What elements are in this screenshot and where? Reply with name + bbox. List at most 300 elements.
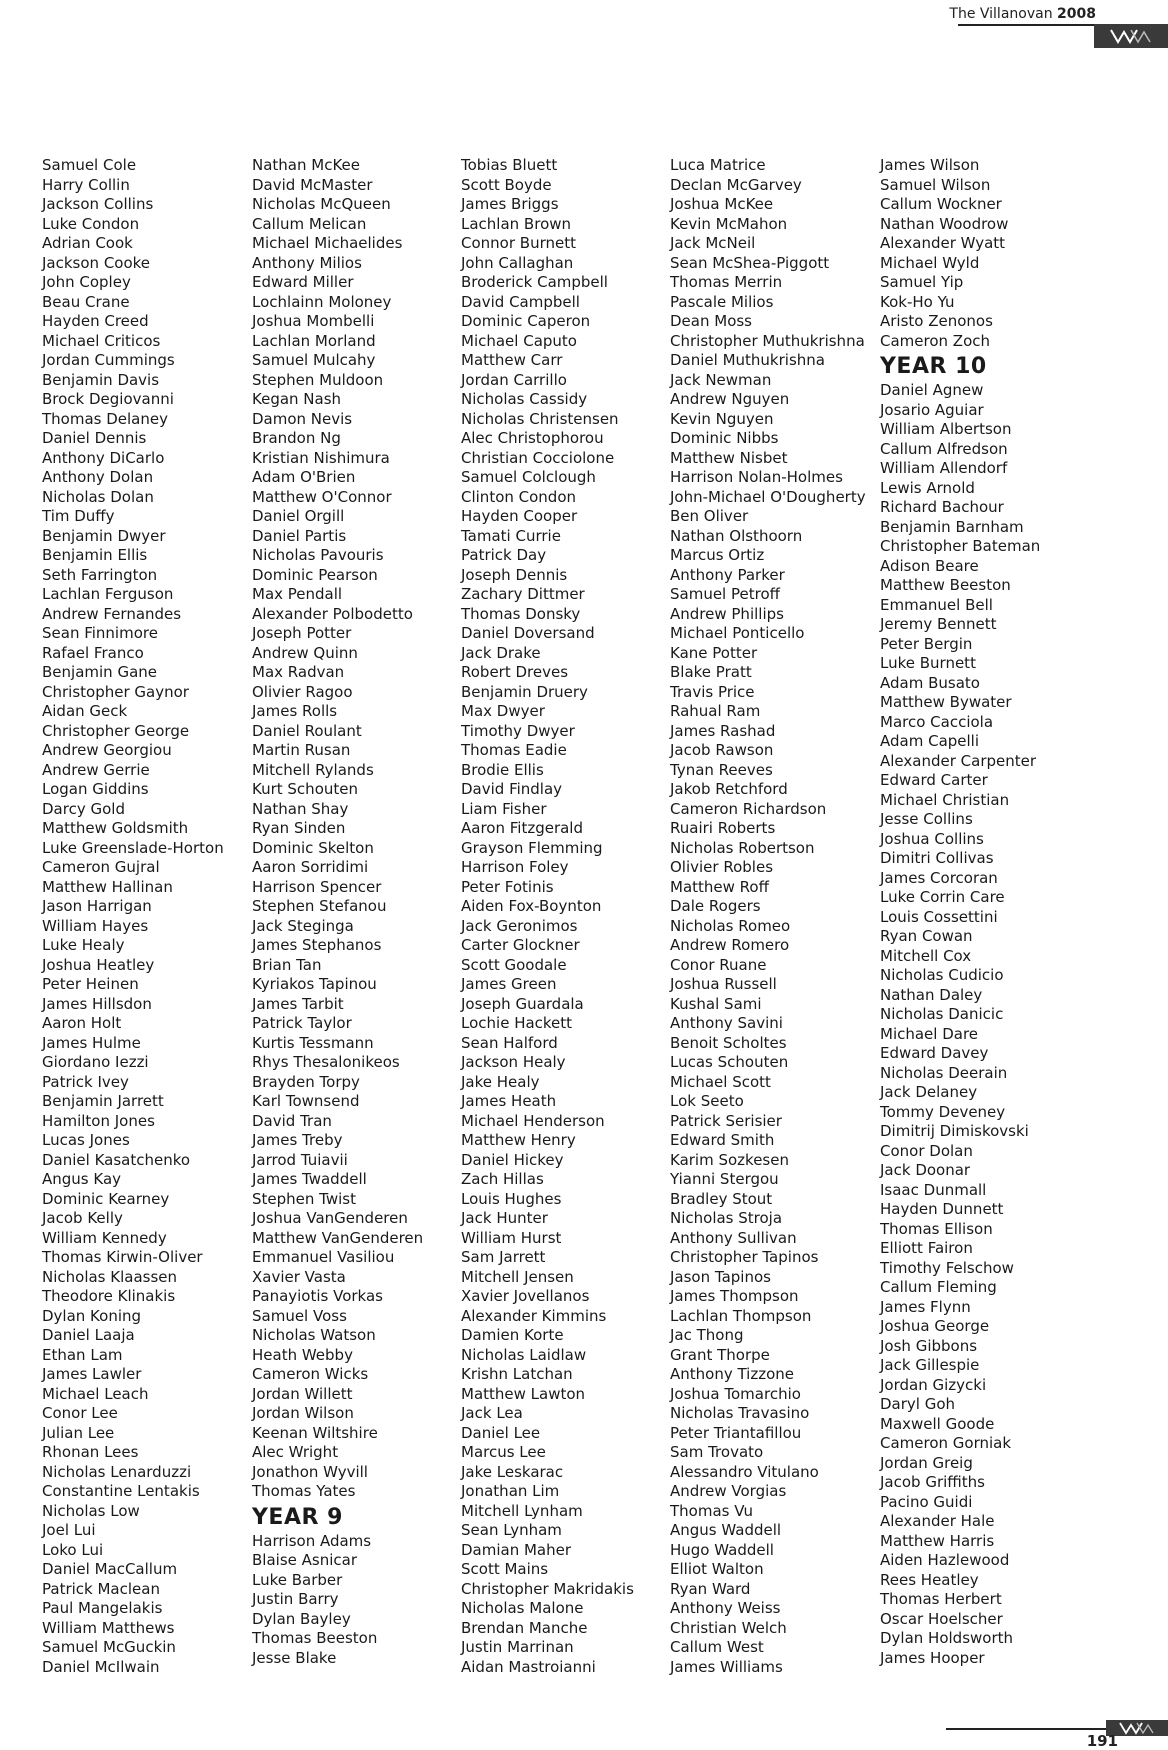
- student-name: Joshua George: [880, 1317, 990, 1335]
- student-name: Jac Thong: [670, 1326, 744, 1344]
- student-name: Andrew Georgiou: [42, 741, 172, 759]
- student-name: Krishn Latchan: [461, 1365, 573, 1383]
- student-name: Conor Dolan: [880, 1141, 973, 1160]
- student-name: Lucas Schouten: [670, 1053, 789, 1071]
- student-name: Stephen Stefanou: [252, 897, 387, 915]
- student-name: Dimitrij Dimiskovski: [880, 1122, 1029, 1140]
- student-name: Daniel MacCallum: [42, 1560, 178, 1578]
- student-name: Samuel Colclough: [461, 468, 596, 486]
- student-name: Elliott Fairon: [880, 1239, 973, 1257]
- student-name: Jack Gillespie: [880, 1356, 980, 1374]
- student-name: Xavier Vasta: [252, 1267, 346, 1286]
- student-name: James Green: [461, 975, 557, 993]
- student-name: Stephen Muldoon: [252, 370, 384, 389]
- student-name: Kushal Sami: [670, 994, 762, 1013]
- student-name: David Campbell: [461, 292, 580, 311]
- school-logo: [1094, 24, 1168, 48]
- student-name: Josh Gibbons: [880, 1336, 978, 1355]
- student-name: Patrick Day: [461, 546, 547, 564]
- student-name: Mitchell Lynham: [461, 1501, 583, 1520]
- student-name: Christopher Gaynor: [42, 682, 189, 701]
- page-footer: [946, 1712, 1168, 1750]
- student-name: Matthew Carr: [461, 351, 563, 369]
- student-name: Scott Goodale: [461, 955, 567, 974]
- student-name: Jake Healy: [461, 1072, 540, 1091]
- student-name: Alexander Kimmins: [461, 1306, 607, 1325]
- student-name: Jonathan Lim: [461, 1482, 560, 1500]
- student-name: Harrison Foley: [461, 858, 569, 876]
- student-name: Dale Rogers: [670, 897, 761, 915]
- student-name: Michael Criticos: [42, 331, 161, 350]
- student-name: Nicholas Travasino: [670, 1404, 810, 1422]
- student-name: Dominic Caperon: [461, 312, 591, 330]
- student-name: Cameron Gujral: [42, 858, 160, 876]
- student-name: Aidan Mastroianni: [461, 1657, 596, 1676]
- student-name: James Hillsdon: [42, 994, 152, 1013]
- student-name: Nathan Olsthoorn: [670, 526, 803, 545]
- student-name: Kyriakos Tapinou: [252, 975, 377, 993]
- student-name: Kane Potter: [670, 643, 758, 662]
- student-name: Edward Davey: [880, 1044, 989, 1062]
- student-name: Joel Lui: [42, 1521, 96, 1539]
- student-name: Benjamin Dwyer: [42, 526, 166, 545]
- student-name: Thomas Merrin: [670, 273, 783, 291]
- student-name: James Heath: [461, 1092, 557, 1110]
- student-name: Hayden Creed: [42, 312, 149, 330]
- student-name: Dominic Nibbs: [670, 429, 779, 447]
- student-name: Broderick Campbell: [461, 273, 608, 291]
- student-name: Daniel Dennis: [42, 429, 147, 447]
- student-name: Callum Fleming: [880, 1278, 997, 1296]
- student-name: Lewis Arnold: [880, 478, 975, 497]
- student-name: Grant Thorpe: [670, 1345, 770, 1364]
- student-name: Rhonan Lees: [42, 1443, 139, 1461]
- student-name: Daniel Hickey: [461, 1150, 564, 1169]
- student-name: Hayden Cooper: [461, 507, 578, 525]
- student-name: Tynan Reeves: [670, 760, 773, 779]
- student-name: Lochlainn Moloney: [252, 292, 392, 311]
- student-name: Nicholas Klaassen: [42, 1267, 178, 1286]
- student-name: Isaac Dunmall: [880, 1180, 987, 1199]
- student-name: Ryan Ward: [670, 1579, 751, 1598]
- student-name: Thomas Vu: [670, 1501, 753, 1520]
- student-name: Brendan Manche: [461, 1618, 588, 1637]
- student-name: Ruairi Roberts: [670, 819, 776, 837]
- student-name: James Williams: [670, 1657, 783, 1676]
- student-name: Luke Greenslade-Horton: [42, 838, 224, 857]
- student-name: Peter Triantafillou: [670, 1423, 802, 1442]
- student-name: Nicholas Low: [42, 1501, 140, 1520]
- student-name: Christopher George: [42, 721, 190, 740]
- student-name: Nicholas Stroja: [670, 1209, 783, 1227]
- student-name: Thomas Donsky: [461, 604, 581, 623]
- student-name: Travis Price: [670, 682, 755, 701]
- student-name: Alec Christophorou: [461, 429, 604, 447]
- student-name: Clinton Condon: [461, 487, 577, 506]
- student-name: Olivier Ragoo: [252, 682, 353, 701]
- student-name: Anthony Parker: [670, 565, 785, 584]
- student-name: James Briggs: [461, 195, 559, 213]
- student-name: Daniel McIlwain: [42, 1657, 160, 1676]
- student-name: Anthony Savini: [670, 1014, 783, 1032]
- student-name: David Findlay: [461, 780, 563, 798]
- student-name: David Tran: [252, 1111, 332, 1130]
- student-name: James Flynn: [880, 1297, 971, 1316]
- student-name: Aaron Fitzgerald: [461, 819, 583, 837]
- student-name: Max Radvan: [252, 663, 345, 681]
- student-name: Pascale Milios: [670, 292, 774, 311]
- student-name: Ryan Cowan: [880, 927, 973, 945]
- student-name: Kevin McMahon: [670, 214, 788, 233]
- student-name: Anthony Dolan: [42, 468, 154, 486]
- student-name: Mitchell Cox: [880, 946, 972, 965]
- student-name: Connor Burnett: [461, 234, 576, 252]
- student-name: Rees Heatley: [880, 1570, 979, 1589]
- student-name: Brian Tan: [252, 955, 322, 974]
- student-name: Callum Alfredson: [880, 439, 1008, 458]
- student-name: Matthew Goldsmith: [42, 819, 189, 837]
- student-name: Darcy Gold: [42, 799, 125, 818]
- student-name: Jacob Griffiths: [880, 1473, 985, 1491]
- student-name: Nathan Shay: [252, 799, 349, 818]
- student-name: Damien Korte: [461, 1326, 564, 1344]
- student-name: Joseph Dennis: [461, 565, 568, 584]
- student-name: Dylan Koning: [42, 1306, 142, 1325]
- student-name: Daniel Orgill: [252, 507, 345, 525]
- student-name: Joshua Tomarchio: [670, 1384, 801, 1403]
- student-name: Matthew Hallinan: [42, 877, 173, 896]
- student-name: Aaron Sorridimi: [252, 858, 369, 876]
- student-name: Patrick Taylor: [252, 1014, 352, 1032]
- student-name: Xavier Jovellanos: [461, 1287, 590, 1305]
- student-name: Cameron Zoch: [880, 331, 991, 350]
- student-name: Christian Welch: [670, 1618, 787, 1637]
- student-name: Nicholas Laidlaw: [461, 1345, 587, 1364]
- student-name: Theodore Klinakis: [42, 1287, 176, 1305]
- student-name: Matthew Nisbet: [670, 448, 788, 467]
- student-name: Edward Smith: [670, 1131, 775, 1149]
- student-name: Giordano Iezzi: [42, 1053, 149, 1071]
- student-name: Michael Scott: [670, 1072, 771, 1091]
- student-name: Luke Corrin Care: [880, 888, 1005, 906]
- student-name: Jake Leskarac: [461, 1462, 564, 1481]
- student-name: Joshua Russell: [670, 975, 777, 993]
- student-name: Joshua VanGenderen: [252, 1209, 408, 1227]
- student-name: Michael Christian: [880, 790, 1010, 809]
- student-name: Carter Glockner: [461, 936, 580, 954]
- student-name: Alessandro Vitulano: [670, 1462, 819, 1481]
- student-name: Peter Fotinis: [461, 877, 554, 896]
- student-name: Patrick Serisier: [670, 1111, 782, 1130]
- student-name: Sean Finnimore: [42, 624, 158, 642]
- student-name: Stephen Twist: [252, 1189, 356, 1208]
- student-name: Matthew O'Connor: [252, 487, 392, 506]
- student-name: Damon Nevis: [252, 409, 353, 428]
- student-name: Brayden Torpy: [252, 1072, 360, 1091]
- student-name: Oscar Hoelscher: [880, 1609, 1003, 1628]
- student-name: Sean McShea-Piggott: [670, 253, 830, 272]
- student-name: Max Pendall: [252, 585, 343, 603]
- student-name: Zachary Dittmer: [461, 585, 585, 603]
- student-name: William Hayes: [42, 916, 149, 935]
- student-name: Samuel Petroff: [670, 585, 780, 603]
- student-name: Jack Hunter: [461, 1209, 548, 1227]
- student-name: Nicholas Pavouris: [252, 546, 384, 564]
- student-name: Alexander Polbodetto: [252, 604, 413, 623]
- student-name: Heath Webby: [252, 1345, 353, 1364]
- student-name: Cameron Wicks: [252, 1365, 369, 1383]
- year-heading: YEAR 10: [880, 354, 987, 379]
- student-name: Kok-Ho Yu: [880, 292, 955, 311]
- publication-year: 2008: [1057, 6, 1096, 22]
- student-name: Jacob Rawson: [670, 741, 774, 759]
- student-name: Thomas Ellison: [880, 1219, 993, 1238]
- student-name: Martin Rusan: [252, 741, 351, 759]
- student-name: Aristo Zenonos: [880, 312, 993, 330]
- student-name: Jason Harrigan: [42, 897, 152, 915]
- student-name: Benjamin Gane: [42, 663, 157, 681]
- student-name: Declan McGarvey: [670, 175, 802, 194]
- student-name: Jack Lea: [461, 1404, 523, 1422]
- student-name: Justin Barry: [252, 1590, 339, 1608]
- student-name: Nathan Daley: [880, 985, 983, 1004]
- student-name: Jackson Collins: [42, 195, 154, 213]
- student-name: Marcus Ortiz: [670, 546, 765, 564]
- student-name: Zach Hillas: [461, 1170, 544, 1188]
- year-heading: YEAR 9: [252, 1504, 343, 1530]
- name-column-1: [42, 156, 250, 1677]
- student-name: Scott Mains: [461, 1560, 549, 1578]
- student-name: Jakob Retchford: [670, 780, 788, 798]
- student-name: Dimitri Collivas: [880, 849, 994, 867]
- student-name: Daniel Roulant: [252, 721, 362, 740]
- student-name: Jackson Cooke: [42, 253, 151, 272]
- name-column-4: [670, 156, 878, 1677]
- student-name: Rafael Franco: [42, 643, 144, 662]
- student-name: Lochie Hackett: [461, 1014, 573, 1032]
- student-name: John Copley: [42, 273, 131, 291]
- student-name: Angus Kay: [42, 1170, 122, 1188]
- student-name: Blaise Asnicar: [252, 1551, 357, 1569]
- student-name: Dominic Skelton: [252, 838, 374, 857]
- student-name: Jason Tapinos: [670, 1267, 771, 1286]
- student-name: Nicholas Danicic: [880, 1005, 1004, 1023]
- student-name: Matthew Roff: [670, 877, 769, 896]
- student-name: Andrew Nguyen: [670, 390, 790, 408]
- student-name: Olivier Robles: [670, 858, 774, 876]
- student-name: Thomas Beeston: [252, 1629, 378, 1647]
- student-name: Liam Fisher: [461, 799, 547, 818]
- student-name: Loko Lui: [42, 1540, 104, 1559]
- student-name: Anthony DiCarlo: [42, 448, 165, 467]
- student-name: Harrison Nolan-Holmes: [670, 468, 843, 486]
- student-name: Jack McNeil: [670, 234, 756, 252]
- student-name: Lachlan Ferguson: [42, 585, 174, 603]
- student-name: Sam Trovato: [670, 1443, 764, 1461]
- student-name: Joshua Collins: [880, 829, 984, 848]
- student-name: Timothy Felschow: [880, 1258, 1014, 1277]
- student-name: Mitchell Jensen: [461, 1267, 574, 1286]
- student-name: James Hooper: [880, 1648, 985, 1667]
- student-name: Nicholas Lenarduzzi: [42, 1462, 192, 1481]
- student-name: Michael Henderson: [461, 1111, 605, 1130]
- student-name: Grayson Flemming: [461, 838, 603, 857]
- student-name: William Hurst: [461, 1228, 562, 1247]
- student-name: Adam Busato: [880, 673, 980, 692]
- student-name: Aiden Fox-Boynton: [461, 897, 602, 915]
- student-name: James Twaddell: [252, 1170, 367, 1188]
- student-name: Nicholas Christensen: [461, 409, 619, 428]
- student-name: Panayiotis Vorkas: [252, 1287, 383, 1305]
- student-name: Marco Cacciola: [880, 712, 994, 731]
- student-name: Samuel Cole: [42, 156, 137, 174]
- student-name: Joshua Heatley: [42, 955, 155, 974]
- student-name: Cameron Gorniak: [880, 1434, 1012, 1452]
- student-name: Karim Sozkesen: [670, 1150, 789, 1169]
- student-name: Patrick Ivey: [42, 1072, 129, 1091]
- student-name: Jordan Gizycki: [880, 1375, 987, 1394]
- student-name: Josario Aguiar: [880, 400, 984, 419]
- student-name: Jack Delaney: [880, 1083, 978, 1101]
- student-name: Samuel Yip: [880, 273, 964, 291]
- student-name: Lachlan Thompson: [670, 1306, 812, 1325]
- student-name: Kevin Nguyen: [670, 409, 774, 428]
- student-name: Adison Beare: [880, 556, 979, 575]
- student-name: Lok Seeto: [670, 1092, 744, 1110]
- student-name: Alexander Hale: [880, 1512, 995, 1530]
- student-name: Hamilton Jones: [42, 1111, 155, 1130]
- student-name: Nicholas Cassidy: [461, 390, 588, 408]
- student-name: Dean Moss: [670, 312, 752, 330]
- student-name: Anthony Sullivan: [670, 1228, 797, 1247]
- student-name: Kurtis Tessmann: [252, 1033, 374, 1052]
- student-name: Sean Halford: [461, 1033, 558, 1052]
- student-name: Benjamin Druery: [461, 682, 588, 701]
- student-name: William Albertson: [880, 420, 1012, 438]
- student-name: Joseph Guardala: [461, 994, 584, 1013]
- student-name: Emmanuel Vasiliou: [252, 1248, 395, 1266]
- student-name: James Lawler: [42, 1365, 142, 1383]
- student-name: Daniel Partis: [252, 526, 347, 545]
- vw-logo-icon: [1118, 1721, 1156, 1735]
- student-name: Anthony Tizzone: [670, 1365, 795, 1383]
- student-name: Hayden Dunnett: [880, 1200, 1004, 1218]
- student-name: Andrew Gerrie: [42, 760, 150, 779]
- student-name: Tim Duffy: [42, 507, 115, 525]
- student-name: Christopher Tapinos: [670, 1248, 819, 1266]
- student-name: Callum Melican: [252, 214, 367, 233]
- student-name: Nicholas Cudicio: [880, 966, 1004, 984]
- student-name: Lachlan Brown: [461, 214, 572, 233]
- student-name: Harrison Spencer: [252, 877, 382, 896]
- student-name: Harry Collin: [42, 175, 130, 194]
- vw-logo-icon: [1109, 27, 1153, 45]
- student-name: Joseph Potter: [252, 624, 352, 642]
- student-name: Anthony Milios: [252, 253, 362, 272]
- student-name: Benjamin Davis: [42, 370, 160, 389]
- student-name: Nathan McKee: [252, 156, 361, 174]
- student-name: Michael Leach: [42, 1384, 149, 1403]
- student-name: James Corcoran: [880, 868, 998, 887]
- student-name: Ryan Sinden: [252, 819, 346, 837]
- student-name: James Rashad: [670, 721, 776, 740]
- student-name: Brodie Ellis: [461, 760, 544, 779]
- student-name: Louis Hughes: [461, 1189, 562, 1208]
- student-name: Edward Miller: [252, 273, 354, 291]
- student-name: Dylan Holdsworth: [880, 1629, 1014, 1647]
- student-name: Alexander Wyatt: [880, 234, 1006, 252]
- student-name: James Rolls: [252, 702, 338, 720]
- student-name: Jordan Cummings: [42, 351, 175, 369]
- name-column-3: [461, 156, 669, 1677]
- student-name: Peter Bergin: [880, 634, 973, 653]
- student-name: Michael Caputo: [461, 331, 577, 350]
- name-column-5: [880, 156, 1088, 1668]
- student-name: Thomas Eadie: [461, 741, 567, 759]
- student-name: Andrew Vorgias: [670, 1482, 787, 1500]
- student-name: Conor Ruane: [670, 955, 767, 974]
- student-name: Lucas Jones: [42, 1131, 130, 1149]
- student-name: Peter Heinen: [42, 975, 139, 993]
- student-name: Jesse Collins: [880, 810, 973, 828]
- student-name: Blake Pratt: [670, 663, 752, 681]
- student-name: Pacino Guidi: [880, 1492, 973, 1511]
- student-name: John-Michael O'Dougherty: [670, 487, 866, 506]
- student-name: Daniel Muthukrishna: [670, 351, 825, 369]
- student-name: Constantine Lentakis: [42, 1482, 200, 1500]
- student-name: Brandon Ng: [252, 429, 341, 447]
- student-name: Kurt Schouten: [252, 780, 358, 798]
- student-name: Sam Jarrett: [461, 1248, 546, 1266]
- name-column-2: [252, 156, 460, 1668]
- student-name: Lachlan Morland: [252, 331, 376, 350]
- student-name: Beau Crane: [42, 292, 130, 311]
- student-name: Matthew Henry: [461, 1131, 576, 1149]
- student-name: Jackson Healy: [461, 1053, 566, 1071]
- student-name: Matthew Bywater: [880, 693, 1012, 711]
- student-name: Dylan Bayley: [252, 1609, 351, 1628]
- student-name: Andrew Romero: [670, 936, 790, 954]
- student-name: Jarrod Tuiavii: [252, 1150, 348, 1169]
- student-name: Bradley Stout: [670, 1189, 773, 1208]
- student-name: Mitchell Rylands: [252, 760, 374, 779]
- student-name: Nicholas Robertson: [670, 838, 815, 857]
- student-name: Rhys Thesalonikeos: [252, 1053, 400, 1071]
- student-name: James Wilson: [880, 156, 980, 174]
- student-name: Daniel Laaja: [42, 1326, 135, 1344]
- student-name: Thomas Kirwin-Oliver: [42, 1248, 203, 1266]
- student-name: Cameron Richardson: [670, 799, 827, 818]
- student-name: Nicholas Malone: [461, 1599, 584, 1617]
- student-name: Ben Oliver: [670, 507, 749, 525]
- student-name: Logan Giddins: [42, 780, 149, 798]
- student-name: Tommy Deveney: [880, 1102, 1006, 1121]
- student-name: Benjamin Ellis: [42, 546, 148, 564]
- student-name: Jonathon Wyvill: [252, 1462, 368, 1481]
- student-name: Kristian Nishimura: [252, 448, 390, 467]
- student-name: Thomas Yates: [252, 1482, 356, 1500]
- student-name: James Hulme: [42, 1033, 141, 1052]
- student-name: Nicholas McQueen: [252, 195, 391, 213]
- student-name: Nicholas Dolan: [42, 487, 154, 506]
- student-name: Daniel Lee: [461, 1423, 541, 1442]
- student-name: Elliot Walton: [670, 1560, 764, 1578]
- student-name: Karl Townsend: [252, 1092, 360, 1110]
- student-name: Jack Newman: [670, 370, 772, 389]
- student-name: Matthew Beeston: [880, 576, 1011, 594]
- student-name: Michael Ponticello: [670, 624, 805, 642]
- student-name: Thomas Herbert: [880, 1590, 1002, 1608]
